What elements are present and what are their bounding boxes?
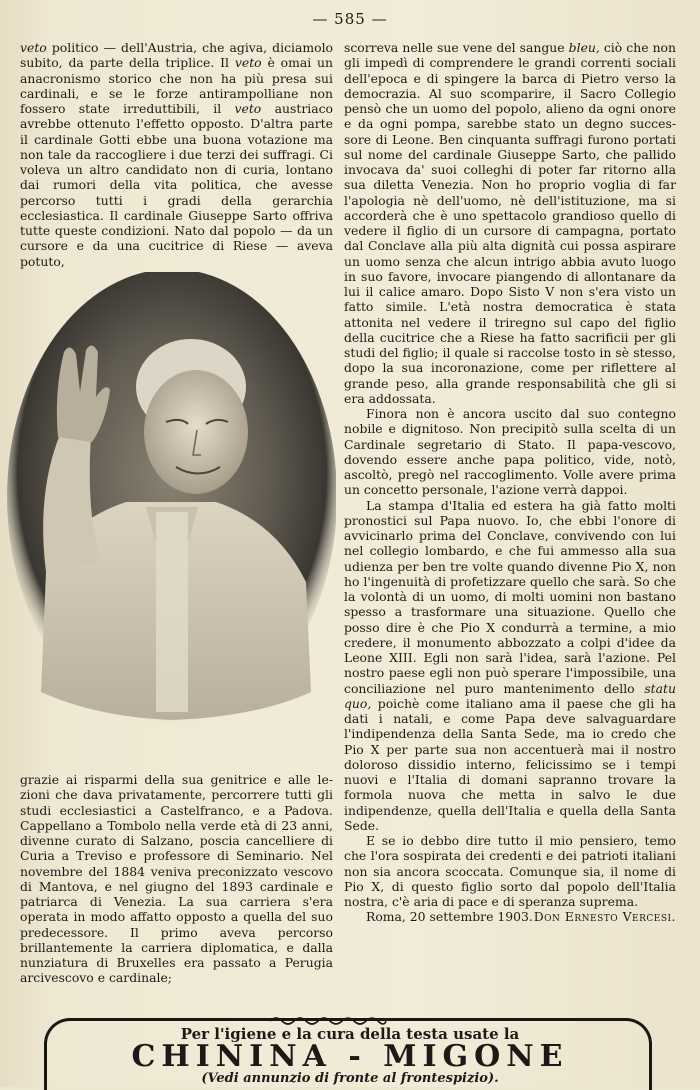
text-run: politico — dell'Austria, che agiva, diciamolo subito, da parte della triplice. Il <box>20 40 333 71</box>
ad-tagline: Per l'igiene e la cura della testa usate la <box>180 1025 520 1043</box>
author-signature: Don Ernesto Vercesi. <box>533 909 676 925</box>
paragraph <box>344 498 676 834</box>
right-column-text <box>344 40 676 925</box>
text-run: poichè come italiano ama il paese che gli ha dati i natali, e come Papa deve salvaguardare l'indipendenza della Santa Sede, ma io credo che Pio X per parte sua non accentuerà mai il nostro doloroso dissidio interno, felicissimo se i tempi nuovi e l'Italia di domani sapranno trovare la formola nuova che metta in salvo le due indipendenze, quella dell'Italia e quella della Santa Sede. <box>344 695 676 833</box>
left-column-bottom-text <box>20 772 333 986</box>
text-run: ciò che non gli impedì di comprendere le grandi correnti sociali dell'epoca e di spingere la barca di Pietro verso la democrazia. Al suo scomparire, il Sacro Collegio pensò che un uomo del popolo, alieno da ogni onore e da ogni pompa, sarebbe stato un degno successore di Leone. Ben cinquanta suffragi furono portati sul nome del cardinale Giuseppe Sarto, che pallido invocava da' suoi colleghi di poter far ritorno alla sua diletta Venezia. Non ho proprio voglia di far l'apologia nè dell'uomo, nè dell'istituzione, ma si accorderà che è uno spettacolo grandioso quello di vedere il figlio di un cursore di campagna, portato dal Conclave alla più alta dignità cui possa aspirare un uomo senza che alcun intrigo abbia avuto luogo in suo favore, invocare piangendo di allontanare da lui il calice amaro. Dopo Sisto V non s'era visto un fatto simile. L'età nostra democratica è stata attonita nel vedere il triregno sul capo del figlio della cucitrice che a Riese ha fatto sacrificii per gli studi del figlio; il quale si raccolse tosto in sè stesso, dopo la sua incoronazione, come per riflettere al grande peso, alla grande responsabilità che gli si era addossata. <box>344 40 676 406</box>
ad-note: (Vedi annunzio di fronte al frontespizio). <box>201 1071 499 1086</box>
text-run: scorreva nelle sue vene del sangue <box>344 40 569 55</box>
page-number: — 585 — <box>312 10 388 28</box>
italic-term: veto <box>234 101 262 116</box>
paragraph <box>344 40 676 406</box>
italic-term: statu quo, <box>344 680 676 711</box>
paragraph: E se io debbo dire tutto il mio pensiero, temo che l'ora sospirata dei credenti e dei patrioti italiani non sia ancora scoccata. Comunque sia, il nome di Pio X, di questo figlio sorto dal popolo dell'Italia nostra, c'è aria di pace e di speranza suprema. <box>344 833 676 909</box>
pope-portrait-photo <box>6 272 336 732</box>
left-column-top-text <box>20 40 333 269</box>
text-run: è omai un anacronismo storico che non ha più presa sui cardinali, e se le forze antirampolliane non fossero state irreduttibili, il <box>20 55 333 116</box>
text-run: austriaco avrebbe ottenuto l'effetto opposto. D'altra parte il cardinale Gotti ebbe una buona votazione ma non tale da raccogliere i due terzi dei suffragi. Ci voleva un altro candidato non di curia, lontano dai rumori della vita politica, che avesse percorso tutti i gradi della gerarchia ecclesiastica. Il cardinale Giuseppe Sarto offriva tutte queste condizioni. Nato dal popolo — da un cursore e da una cucitrice di Riese — aveva potuto, <box>20 101 333 269</box>
place-date: Roma, 20 settembre 1903. <box>366 909 533 925</box>
text-run: La stampa d'Italia ed estera ha già fatto molti pronostici sul Papa nuovo. Io, che ebbi l'onore di avvicinarlo prima del Conclave, convivendo con lui nel collegio lombardo, e che fui ammesso alla sua udienza per ben tre volte quando divenne Pio X, non ho l'ingenuità di profetizzare quello che sarà. So che la volontà di un uomo, di molti uomini non bastano spesso a trasformare una situazione. Quello che posso dire è che Pio X condurrà a termine, a mio credere, il monumento abbozzato a colpi d'idee da Leone XIII. Egli non sarà l'idea, sarà l'azione. Pel nostro paese egli non può sperare l'impossibile, una conciliazione nel puro mantenimento dello <box>344 497 676 696</box>
signature-line <box>344 909 676 925</box>
italic-term: bleu, <box>568 40 600 55</box>
paragraph: Finora non è ancora uscito dal suo contegno nobile e dignitoso. Non precipitò sulla scelta di un Cardinale segretario di Stato. Il papa-vescovo, dovendo essere anche papa politico, vide, notò, ascoltò, pregò nel raccoglimento. Volle avere prima un concetto personale, l'azione verrà dappoi. <box>344 406 676 498</box>
italic-term: veto <box>234 55 262 71</box>
paragraph: grazie ai risparmi della sua genitrice e alle lezioni che dava privatamente, percorrere tutti gli studi ecclesiastici a Castelfranco, e a Padova. Cappellano a Tombolo nella verde età di 23 anni, divenne curato di Salzano, poscia cancelliere di Curia a Treviso e professore di Seminario. Nel novembre del 1884 veniva preconizzato vescovo di Mantova, e nel giugno del 1893 cardinale e patriarca di Venezia. La sua carriera s'era operata in modo affatto opposto a quella del suo predecessore. Il primo aveva percorso brillantemente la carriera diplomatica, e dalla nunziatura di Bruxelles era passato a Perugia arcivescovo e cardinale; <box>20 772 333 986</box>
ad-brand-name: CHININA - MIGONE <box>131 1039 569 1074</box>
italic-term: veto <box>20 40 47 55</box>
